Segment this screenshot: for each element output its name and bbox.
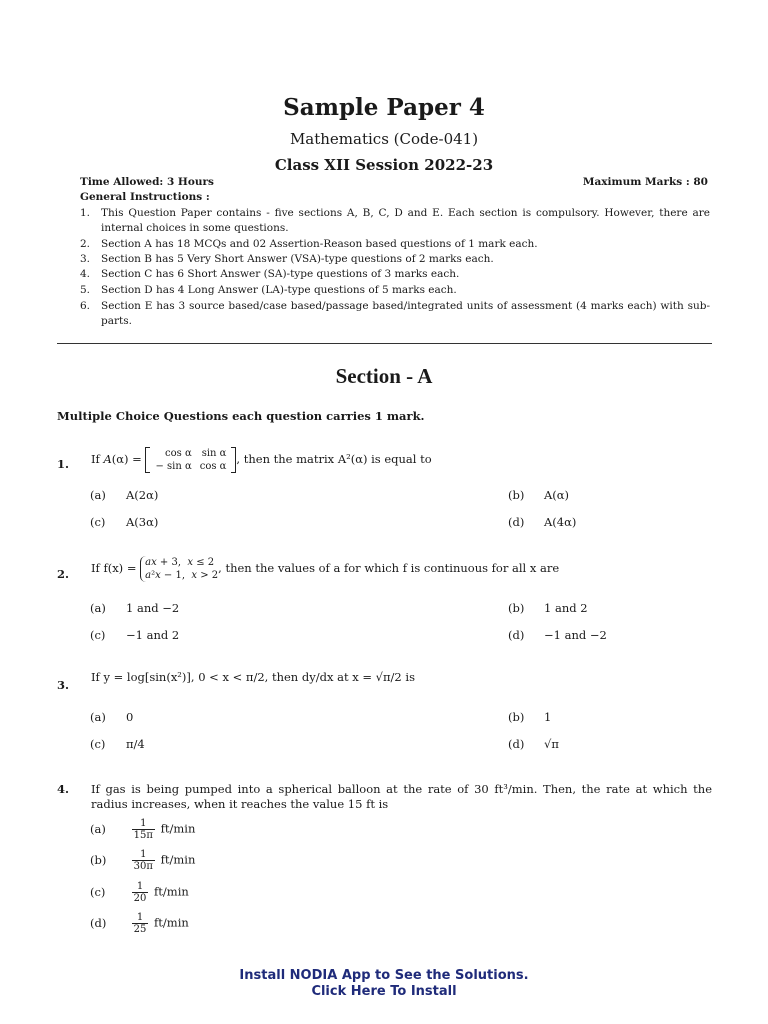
section-divider <box>57 343 712 344</box>
option-tag: (c) <box>90 737 106 751</box>
option-text: 1 and −2 <box>126 601 180 615</box>
option-text: A(2α) <box>126 488 159 502</box>
instruction-text: Section E has 3 source based/case based/passage based/integrated units of assessment (4 marks each) with sub-parts. <box>101 300 710 327</box>
question-4 <box>57 782 712 812</box>
option-tag: (d) <box>508 515 525 529</box>
instruction-number: 2. <box>80 238 91 250</box>
option-unit: ft/min <box>160 852 196 867</box>
option-unit: ft/min <box>154 915 189 930</box>
option-d[interactable] <box>508 628 607 642</box>
instruction-text: Section B has 5 Very Short Answer (VSA)-type questions of 2 marks each. <box>101 253 494 265</box>
section-title: Section - A <box>335 364 433 388</box>
install-banner <box>0 968 768 1000</box>
general-instructions-title: General Instructions : <box>80 191 210 203</box>
option-a[interactable] <box>90 601 179 615</box>
instruction-number: 5. <box>80 284 91 296</box>
question-3 <box>57 670 712 700</box>
option-b[interactable] <box>508 488 569 502</box>
piecewise: ax + 3, x ≤ 2 a²x − 1, x > 2 <box>140 556 218 582</box>
paper-title: Sample Paper 4 <box>283 94 485 121</box>
instruction-text: Section C has 6 Short Answer (SA)-type questions of 3 marks each. <box>101 268 460 280</box>
option-fraction: $\frac{1}{25}$ <box>133 912 147 935</box>
instruction-item <box>80 206 710 236</box>
instruction-item <box>80 283 710 298</box>
option-b[interactable] <box>508 710 551 724</box>
option-tag: (a) <box>90 488 106 502</box>
option-c[interactable] <box>90 628 179 642</box>
option-fraction: $\frac{1}{20}$ <box>133 881 147 904</box>
question-text: If A(α) = cos α sin α − sin α cos α , then the matrix A²(α) is equal to <box>91 448 432 472</box>
option-text: −1 and −2 <box>544 628 607 642</box>
instruction-text: Section A has 18 MCQs and 02 Assertion-Reason based questions of 1 mark each. <box>101 238 538 250</box>
section-intro: Multiple Choice Questions each question carries 1 mark. <box>57 409 425 423</box>
option-d[interactable] <box>508 515 576 529</box>
option-text: −1 and 2 <box>126 628 180 642</box>
question-number: 3. <box>57 678 70 692</box>
option-c[interactable] <box>90 737 145 751</box>
instruction-item <box>80 237 710 252</box>
maximum-marks: Maximum Marks : 80 <box>582 176 708 188</box>
question-number: 1. <box>57 457 70 471</box>
option-d[interactable] <box>508 737 559 751</box>
option-text: 0 <box>126 710 134 724</box>
time-allowed: Time Allowed: 3 Hours <box>80 176 214 188</box>
question-text-after: , then the matrix A²(α) is equal to <box>236 452 432 466</box>
paper-session: Class XII Session 2022-23 <box>274 156 494 174</box>
instruction-number: 1. <box>80 207 91 219</box>
instruction-item <box>80 252 710 267</box>
option-tag: (c) <box>90 515 106 529</box>
option-a[interactable] <box>90 818 195 841</box>
meta-row <box>80 176 708 188</box>
question-text-before: If f(x) = <box>91 561 141 575</box>
option-tag: (b) <box>508 710 525 724</box>
question-1 <box>57 447 712 487</box>
question-text <box>91 556 559 582</box>
instruction-text: This Question Paper contains - five sections A, B, C, D and E. Each section is compulsory. However, there are internal choices in some questions. <box>101 207 710 234</box>
click-to-install-link[interactable]: Click Here To Install <box>311 984 457 999</box>
option-tag: (d) <box>90 915 107 930</box>
paper-subject: Mathematics (Code-041) <box>289 130 479 148</box>
option-tag: (b) <box>508 488 525 502</box>
option-unit: ft/min <box>154 884 189 899</box>
option-text: 1 <box>544 710 552 724</box>
option-text: A(α) <box>544 488 570 502</box>
option-text: A(3α) <box>126 515 159 529</box>
option-text: 1 and 2 <box>544 601 588 615</box>
option-unit: ft/min <box>160 821 196 836</box>
option-a[interactable] <box>90 710 133 724</box>
option-a[interactable] <box>90 488 158 502</box>
instruction-text: Section D has 4 Long Answer (LA)-type questions of 5 marks each. <box>101 284 457 296</box>
question-text: If y = log[sin(x²)], 0 < x < π/2, then dy/dx at x = √π/2 is <box>91 670 415 684</box>
option-tag: (a) <box>90 821 106 836</box>
option-c[interactable] <box>90 515 158 529</box>
question-text: If gas is being pumped into a spherical balloon at the rate of 30 ft³/min. Then, the rate at which the radius increases, when it reaches the value 15 ft is <box>91 782 712 811</box>
option-fraction: $\frac{1}{15\pi}$ <box>133 818 153 841</box>
instruction-number: 6. <box>80 300 91 312</box>
question-number: 4. <box>57 782 70 796</box>
option-text: A(4α) <box>544 515 577 529</box>
option-tag: (c) <box>90 628 106 642</box>
option-tag: (b) <box>90 852 107 867</box>
option-b[interactable] <box>90 849 195 872</box>
instruction-number: 4. <box>80 268 91 280</box>
option-fraction: $\frac{1}{30\pi}$ <box>133 849 153 872</box>
option-tag: (d) <box>508 628 525 642</box>
option-tag: (c) <box>90 884 106 899</box>
option-tag: (d) <box>508 737 525 751</box>
install-app-link[interactable]: Install NODIA App to See the Solutions. <box>239 968 529 983</box>
question-text-after: , then the values of a for which f is continuous for all x are <box>218 561 560 575</box>
option-text: π/4 <box>126 737 145 751</box>
question-2 <box>57 556 712 592</box>
option-tag: (b) <box>508 601 525 615</box>
instruction-number: 3. <box>80 253 91 265</box>
instruction-item <box>80 267 710 282</box>
option-tag: (a) <box>90 710 106 724</box>
option-b[interactable] <box>508 601 588 615</box>
question-number: 2. <box>57 567 70 581</box>
option-text: √π <box>544 737 559 751</box>
instruction-item <box>80 299 710 329</box>
matrix: cos α sin α − sin α cos α <box>145 447 236 473</box>
option-d[interactable] <box>90 912 189 935</box>
option-c[interactable] <box>90 881 189 904</box>
question-text-before: If <box>91 452 104 466</box>
option-tag: (a) <box>90 601 106 615</box>
